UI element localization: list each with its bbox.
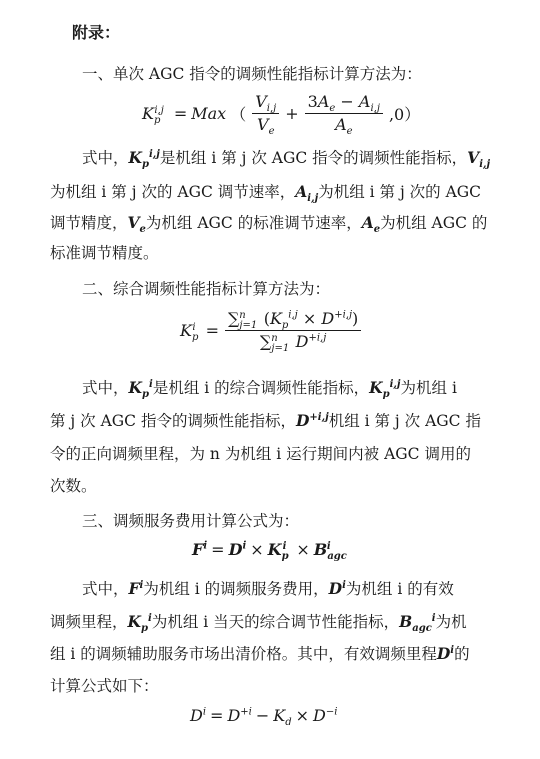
appendix-title: 附录： bbox=[72, 23, 121, 42]
section2-desc-line-3: 令的正向调频里程，为 n 为机组 i 运行期间内被 AGC 调用的 bbox=[50, 445, 471, 463]
section3-formula-2: $D^i$ = $D^{+i}$ − $K_d$ × $D^{-i}$ bbox=[190, 706, 338, 729]
section1-desc-line-3: 调节精度，$V_e$为机组 AGC 的标准调节速率，$A_e$为机组 AGC 的 bbox=[50, 213, 488, 236]
section1-desc-line-1: 式中，$K_p^{i,j}$是机组 i 第 j 次 AGC 指令的调频性能指标，$V_{i,j}$ bbox=[82, 148, 491, 171]
section1-heading: 一、单次 AGC 指令的调频性能指标计算方法为： bbox=[82, 65, 422, 83]
section2-formula: $K_p^i$ = $\frac{\sum_{j=1}^n (K_p^{i,j} \times D^{+i,j})}{\sum_{j=1}^n D^{+i,j}}$ bbox=[180, 309, 363, 352]
section1-desc-line-2: 为机组 i 第 j 次的 AGC 调节速率，$A_{i,j}$为机组 i 第 j 次的 AGC bbox=[50, 182, 482, 205]
section2-desc-line-4: 次数。 bbox=[50, 477, 97, 495]
section3-desc-line-3: 组 i 的调频辅助服务市场出清价格。其中，有效调频里程$D^i$的 bbox=[50, 644, 470, 663]
section2-heading: 二、综合调频性能指标计算方法为： bbox=[82, 280, 331, 298]
section3-desc-line-1: 式中，$F^i$为机组 i 的调频服务费用，$D^i$为机组 i 的有效 bbox=[82, 579, 454, 598]
section3-desc-line-4: 计算公式如下： bbox=[50, 677, 159, 695]
section1-desc-line-4: 标准调节精度。 bbox=[50, 244, 159, 262]
section1-formula: $K_p^{i,j}$ = Max （ $\frac{V_{i,j}}{V_e}$ + $\frac{3A_e - A_{i,j}}{A_e}$ ,0） bbox=[142, 92, 421, 138]
section2-desc-line-1: 式中，$K_p^i$是机组 i 的综合调频性能指标，$K_p^{i,j}$为机组 i bbox=[82, 378, 457, 401]
section3-desc-line-2: 调频里程，$K_p^i$为机组 i 当天的综合调节性能指标，$B_{agc}^i$为机 bbox=[50, 612, 467, 635]
section3-heading: 三、调频服务费用计算公式为： bbox=[82, 512, 300, 530]
section2-desc-line-2: 第 j 次 AGC 指令的调频性能指标，$D^{+i,j}$机组 i 第 j 次 AGC 指 bbox=[50, 411, 481, 430]
section3-formula: $F^i$ = $D^i$ × $K_p^i$ × $B_{agc}^i$ bbox=[192, 540, 347, 563]
